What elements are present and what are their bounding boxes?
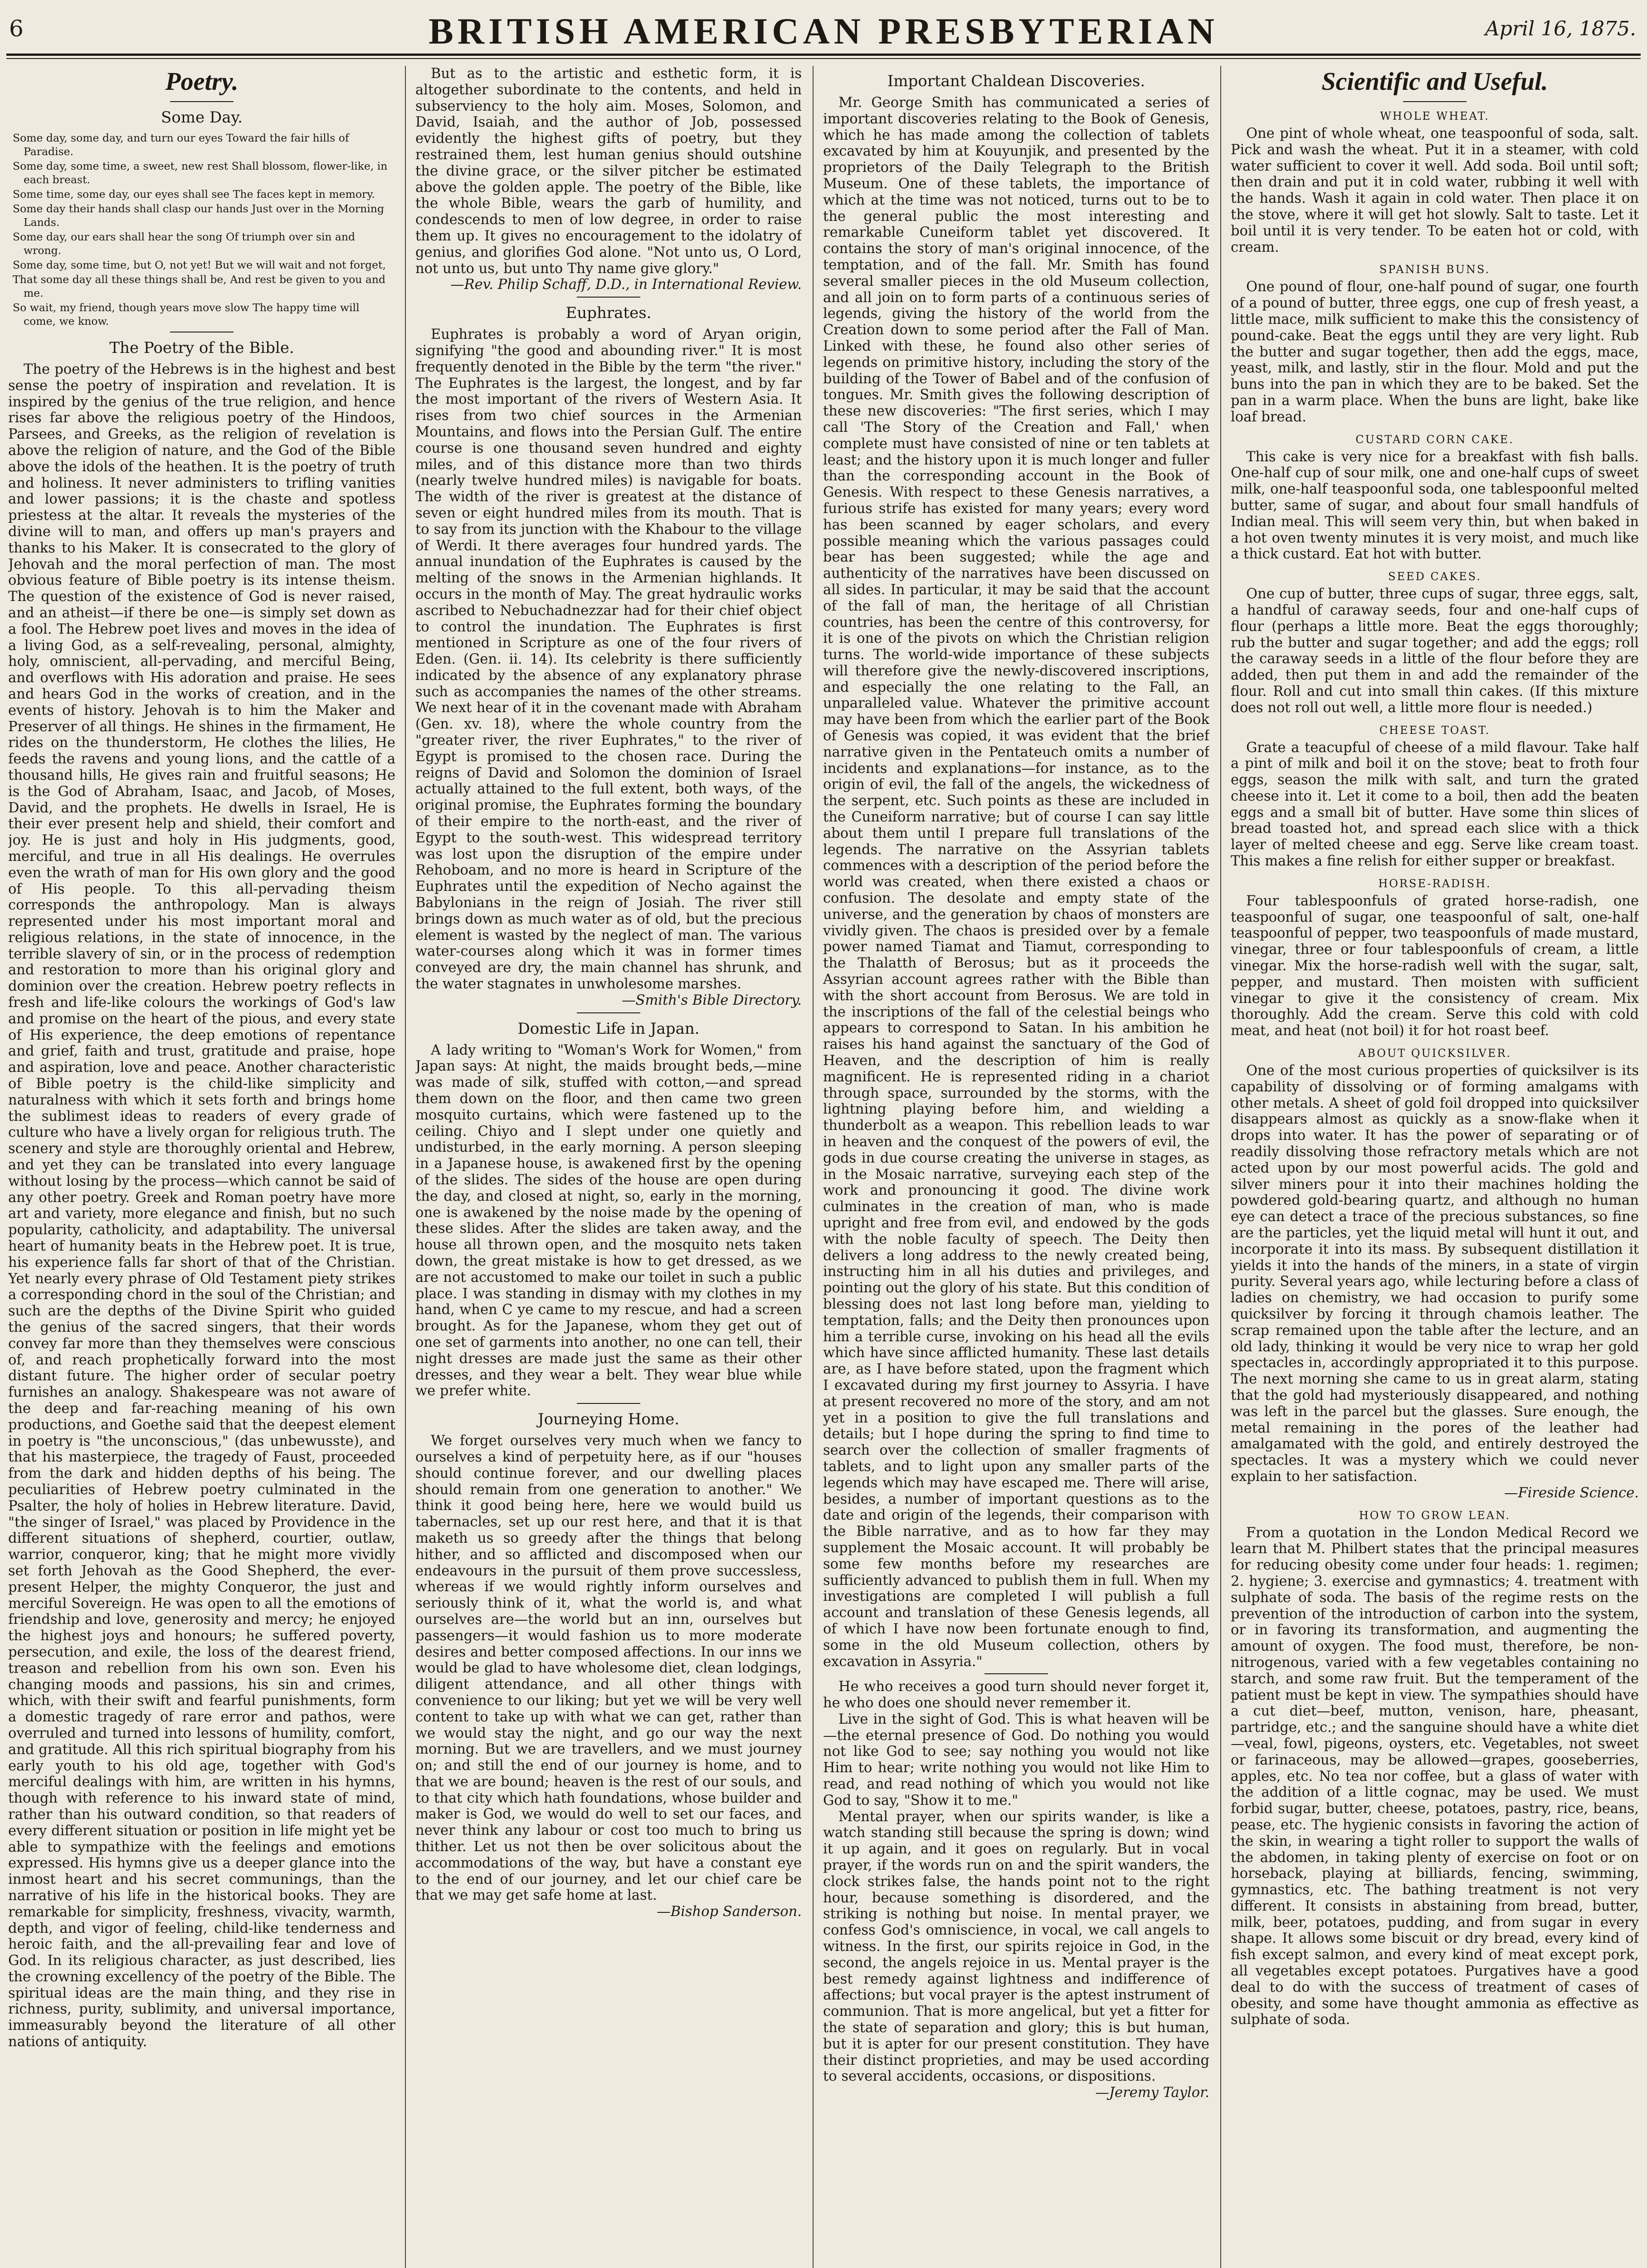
section-heading-scientific: Scientific and Useful. [1321, 68, 1548, 96]
article-citation: —Smith's Bible Directory. [622, 992, 802, 1008]
article-body: We forget ourselves very much when we fancy to ourselves a kind of perpetuity here, as if our "houses should continue forever, and our dwelling places should remain from one generation to another." We think it good being here, here we would build us tabernacles, set up our rest here, and that it is that maketh us so greedy after the things that belong hither, and so afflicted and discomposed when our endeavours in the pursuit of them prove successless, whereas if we would rightly inform ourselves and seriously think of it, what the world is, and what ourselves are—the world but an inn, ourselves but passengers—it would fashion us to more moderate desires and better composed affections. In our inns we would be glad to have wholesome diet, clean lodgings, diligent attendance, and all other things with convenience to our liking; but yet we will be very well content to take up with what we can get, rather than we would stay the night, and go our way the next morning. But we are travellers, and we must journey on; and still the end of our journey is home, and to that we are bound; heaven is the rest of our souls, and to that city which hath foundations, whose builder and maker is God, we would do well to set our faces, and never think any labour or cost too much to bring us thither. Let us not then be over solicitous about the accommodations of the way, but have a constant eye to the end of our journey, and let our chief care be that we may get safe home at last. [415, 1433, 802, 1904]
masthead: BRITISH AMERICAN PRESBYTERIAN [429, 10, 1218, 52]
newspaper-header [0, 0, 1647, 59]
article-body: From a quotation in the London Medical Record we learn that M. Philbert states that the principal measures for reducing obesity come under four heads: 1. regimen; 2. hygiene; 3. exercise and gymnastics; 4. treatment with sulphate of soda. The basis of the regime rests on the prevention of the introduction of carbon into the system, or in favoring its transformation, and augmenting the amount of oxygen. The food must, therefore, be non-nitrogenous, varied with a few vegetables containing no starch, and some raw fruit. But the temperament of the patient must be kept in view. The sympathies should have a cut diet—beef, mutton, venison, hare, pheasant, partridge, etc.; and the sanguine should have a white diet—veal, fowl, pigeons, oysters, etc. Vegetables, not sweet or farinaceous, may be allowed—grapes, gooseberries, apples, etc. No tea nor coffee, but a glass of water with the addition of a little cognac, may be used. We must forbid sugar, butter, cheese, potatoes, pastry, rice, beans, pease, etc. The hygienic consists in favoring the action of the skin, in wearing a tight roller to support the walls of the abdomen, in taking plenty of exercise on foot or on horseback, playing at billiards, fencing, swimming, gymnastics, etc. The bathing treatment is not very different. It consists in abstaining from bread, butter, milk, beer, potatoes, pudding, and from sugar in every shape. It allows some biscuit or dry bread, every kind of fish except salmon, and every kind of meat except pork, all vegetables except potatoes. Purgatives have a good deal to do with the success of treatment of cases of obesity, and some have thought ammonia as effective as sulphate of soda. [1231, 1525, 1639, 2028]
recipe-title: CUSTARD CORN CAKE. [1355, 433, 1514, 446]
article-body: One of the most curious properties of quicksilver is its capability of dissolving or of forming amalgams with other metals. A sheet of gold foil dropped into quicksilver disappears almost as quickly as a snow-flake when it drops into water. It has the power of separating or of readily dissolving those refractory metals which are not acted upon by our most powerful acids. The gold and silver miners pour it into their machines holding the powdered gold-bearing quartz, and although no human eye can detect a trace of the precious substances, so fine are the particles, yet the liquid metal will hunt it out, and incorporate it into its mass. By subsequent distillation it yields it into the hands of the miners, in a state of virgin purity. Several years ago, while lecturing before a class of ladies on chemistry, we had occasion to purify some quicksilver by forcing it through chamois leather. The scrap remained upon the table after the lecture, and an old lady, thinking it would be very nice to wrap her gold spectacles in, accordingly appropriated it to this purpose. The next morning she came to us in great alarm, stating that the gold had mysteriously disappeared, and nothing was left in the parcel but the glasses. Sure enough, the metal remaining in the pores of the leather had amalgamated with the gold, and entirely destroyed the spectacles. It was a mystery which we could never explain to her satisfaction. [1231, 1063, 1639, 1485]
article-citation: —Fireside Science. [1504, 1485, 1639, 1501]
divider [577, 1403, 640, 1404]
poem-stanza: Some day their hands shall clasp our hands Just over in the Morning Lands. [13, 202, 384, 229]
article-title: Journeying Home. [537, 1410, 680, 1429]
section-heading-poetry: Poetry. [165, 68, 239, 96]
article-body: The poetry of the Hebrews is in the highest and best sense the poetry of inspiration and revelation. It is inspired by the genius of the true religion, and hence rises far above the religious poetry of the Hindoos, Parsees, and Greeks, as the religion of revelation is above the religion of nature, and the God of the Bible above the idols of the heathen. It is the poetry of truth and holiness. It never administers to trifling vanities and lower passions; it is the chaste and spotless priestess at the altar. It reveals the mysteries of the divine will to man, and offers up man's prayers and thanks to his Maker. It is consecrated to the glory of Jehovah and the moral perfection of man. The most obvious feature of Bible poetry is its intense theism. The question of the existence of God is never raised, and an atheist—if there be one—is simply set down as a fool. The Hebrew poet lives and moves in the idea of a living God, as a self-revealing, personal, almighty, holy, omniscient, all-pervading, and merciful Being, and overflows with His adoration and praise. He sees and hears God in the works of creation, and in the events of history. Jehovah is to him the Maker and Preserver of all things. He shines in the firmament, He rides on the thunderstorm, He clothes the lilies, He feeds the ravens and young lions, and the cattle of a thousand hills, He gives rain and fruitful seasons; He is the God of Abraham, Isaac, and Jacob, of Moses, David, and the prophets. He dwells in Israel, He is their ever present help and shield, their comfort and joy. He is just and holy in His judgments, good, merciful, and true in all His dealings. He overrules even the wrath of man for His own glory and the good of His people. To this all-pervading theism corresponds the anthropology. Man is always represented under his most important moral and religious relations, in the state of innocence, in the terrible slavery of sin, or in the process of redemption and restoration to more than his original glory and dominion over the creation. Hebrew poetry reflects in fresh and life-like colours the workings of God's law and promise on the heart of the pious, and every state of His experience, the deep emotions of repentance and grief, faith and trust, gratitude and praise, hope and aspiration, love and peace. Another characteristic of Bible poetry is the child-like simplicity and naturalness with which it sets forth and brings home the sublimest ideas to readers of every grade of culture who have a lively organ for religious truth. The scenery and style are thoroughly oriental and Hebrew, and yet they can be translated into every language without losing by the process—which cannot be said of any other poetry. Greek and Roman poetry have more art and variety, more elegance and finish, but no such popularity, catholicity, and adaptability. The universal heart of humanity beats in the Hebrew poet. It is true, his experience falls far short of that of the Christian. Yet nearly every phrase of Old Testament piety strikes a corresponding chord in the soul of the Christian; and such are the depths of the Divine Spirit who guided the genius of the sacred singers, that their words convey far more than they themselves were conscious of, and reach prophetically forward into the most distant future. The higher order of secular poetry furnishes an analogy. Shakespeare was not aware of the deep and far-reaching meaning of his own productions, and Goethe said that the deepest element in poetry is "the unconscious," (das unbewusste), and that his masterpiece, the tragedy of Faust, proceeded from the dark and hidden depths of his being. The peculiarities of Hebrew poetry culminated in the Psalter, the holy of holies in Hebrew literature. David, "the singer of Israel," was placed by Providence in the different situations of shepherd, courtier, outlaw, warrior, conqueror, king; that he might more vividly set forth Jehovah as the Good Shepherd, the ever-present Helper, the mighty Conqueror, the just and merciful Sovereign. He was open to all the emotions of friendship and love, generosity and mercy; he enjoyed the highest joys and honours; he suffered poverty, persecution, and exile, the loss of the dearest friend, treason and rebellion from his own son. Even his changing moods and passions, his sin and crimes, which, with their swift and fearful punishments, form a domestic tragedy of rare error and pathos, were overruled and turned into lessons of humility, comfort, and gratitude. All this rich spiritual biography from his early youth to his old age, together with God's merciful dealings with him, are written in his hymns, though with reference to his inward state of mind, rather than his outward condition, so that readers of every different situation or position in life might yet be able to sympathize with the feelings and emotions expressed. His hymns give us a deeper glance into the inmost heart and his secret communings, than the narrative of his life in the historical books. They are remarkable for simplicity, freshness, vivacity, warmth, depth, and vigor of feeling, child-like tenderness and heroic faith, and the all-prevailing fear and love of God. In its religious character, as just described, lies the crowning excellency of the poetry of the Bible. The spiritual ideas are the main thing, and they rise in richness, purity, sublimity, and universal importance, immeasurably beyond the literature of all other nations of antiquity. [8, 362, 395, 2050]
article-citation: —Bishop Sanderson. [657, 1904, 802, 1920]
poem-stanza: Some day, some time, a sweet, new rest Shall blossom, flower-like, in each breast. [13, 160, 388, 186]
column-2 [415, 66, 802, 2268]
recipe-text: One cup of butter, three cups of sugar, three eggs, salt, a handful of caraway seeds, four and one-half cups of flour (perhaps a little more. Beat the eggs thoroughly; rub the butter and sugar together; and add the eggs; roll the caraway seeds in a little of the flour before they are added, then put them in and add the remainder of the flour. Roll and cut into small thin cakes. (If this mixture does not roll out well, a little more flour is needed.) [1231, 586, 1639, 716]
recipe-title: WHOLE WHEAT. [1380, 110, 1490, 122]
recipe-text: One pint of whole wheat, one teaspoonful of soda, salt. Pick and wash the wheat. Put it in a steamer, with cold water sufficient to cover it well. Add soda. Boil until soft; then drain and put it in cold water, rubbing it well with the hands. Wash it again in cold water. Then place it on the stove, where it will get hot slowly. Salt to taste. Let it boil until it is very tender. To be eaten hot or cold, with cream. [1231, 126, 1639, 255]
column-4 [1231, 66, 1639, 2268]
column-divider [405, 66, 406, 2268]
header-rule-thin [6, 58, 1641, 59]
recipe-text: This cake is very nice for a breakfast with fish balls. One-half cup of sour milk, one and one-half cups of sweet milk, one-half teaspoonful soda, one tablespoonful melted butter, same of sugar, and about four small handfuls of Indian meal. This will seem very thin, but when baked in a hot oven twenty minutes it is very moist, and much like a thick custard. Eat hot with butter. [1231, 449, 1639, 562]
recipe-title: SPANISH BUNS. [1379, 263, 1491, 276]
column-3 [823, 66, 1209, 2268]
article-citation: —Jeremy Taylor. [1095, 2085, 1209, 2101]
article-title: ABOUT QUICKSILVER. [1358, 1047, 1512, 1060]
short-item: He who receives a good turn should never forget it, he who does one should never remember it. [823, 1679, 1209, 1711]
issue-date: April 16, 1875. [1485, 17, 1636, 40]
article-title: Important Chaldean Discoveries. [887, 72, 1145, 90]
article-title: HOW TO GROW LEAN. [1359, 1509, 1511, 1522]
article-title: Domestic Life in Japan. [517, 1019, 700, 1038]
article-body: Euphrates is probably a word of Aryan origin, signifying "the good and abounding river." It is most frequently denoted in the Bible by the term "the river." The Euphrates is the largest, the longest, and by far the most important of the rivers of Western Asia. It rises from two chief sources in the Armenian Mountains, and flows into the Persian Gulf. The entire course is one thousand seven hundred and eighty miles, and of this distance more than two thirds (nearly twelve hundred miles) is navigable for boats. The width of the river is greatest at the distance of seven or eight hundred miles from its mouth. That is to say from its junction with the Khabour to the village of Werdi. It there averages four hundred yards. The annual inundation of the Euphrates is caused by the melting of the snows in the Armenian highlands. It occurs in the month of May. The great hydraulic works ascribed to Nebuchadnezzar had for their chief object to control the inundation. The Euphrates is first mentioned in Scripture as one of the four rivers of Eden. (Gen. ii. 14). Its celebrity is there sufficiently indicated by the absence of any explanatory phrase such as accompanies the names of the other streams. We next hear of it in the covenant made with Abraham (Gen. xv. 18), where the whole country from the "greater river, the river Euphrates," to the river of Egypt is promised to the chosen race. During the reigns of David and Solomon the dominion of Israel actually attained to the full extent, both ways, of the original promise, the Euphrates forming the boundary of their empire to the north-east, and the river of Egypt to the south-west. This widespread territory was lost upon the disruption of the empire under Rehoboam, and no more is heard in Scripture of the Euphrates until the expedition of Necho against the Babylonians in the reign of Josiah. The river still brings down as much water as of old, but the precious element is wasted by the neglect of man. The various water-courses along which it was in former times conveyed are dry, the main channel has shrunk, and the water stagnates in unwholesome marshes. [415, 327, 802, 992]
divider [577, 297, 640, 298]
recipe-text: One pound of flour, one-half pound of sugar, one fourth of a pound of butter, three eggs, one cup of fresh yeast, a little mace, milk sufficient to make this the consistency of pound-cake. Beat the eggs until they are very light. Rub the butter and sugar together, then add the eggs, mace, yeast, milk, and lastly, stir in the flour. Mold and put the buns into the pan in which they are to be baked. Set the pan in a warm place. When the buns are light, bake like loaf bread. [1231, 279, 1639, 425]
poem-stanza: Some day, some day, and turn our eyes Toward the fair hills of Paradise. [13, 132, 349, 158]
poem-stanza: Some day, our ears shall hear the song Of triumph over sin and wrong. [13, 230, 356, 257]
poem-stanza: Some time, some day, our eyes shall see The faces kept in memory. [13, 188, 375, 200]
divider [170, 101, 234, 102]
short-item: Live in the sight of God. This is what heaven will be—the eternal presence of God. Do nothing you would not like God to see; say nothing you would not like Him to hear; write nothing you would not like Him to read, and read nothing of which you would not like God to say, "Show it to me." [823, 1711, 1209, 1809]
column-divider [1220, 66, 1221, 2268]
article-title: Euphrates. [565, 304, 652, 323]
column-divider [813, 66, 814, 2268]
recipe-title: CHEESE TOAST. [1379, 723, 1491, 737]
recipe-title: SEED CAKES. [1388, 570, 1481, 583]
poem-stanza: Some day, some time, but O, not yet! But we will wait and not forget, [13, 259, 386, 271]
poem-title: Some Day. [161, 108, 243, 127]
article-body: Mr. George Smith has communicated a series of important discoveries relating to the Book of Genesis, which he has made among the collection of tablets excavated by him at Kouyunjik, and presented by the proprietors of the Daily Telegraph to the British Museum. One of these tablets, the importance of which at the time was not noticed, turns out to be to the general public the most interesting and remarkable Cuneiform tablet yet discovered. It contains the story of man's original innocence, of the temptation, and of the fall. Mr. Smith has found several smaller pieces in the old Museum collection, and all join on to form parts of a continuous series of legends, giving the history of the world from the Creation down to some period after the Fall of Man. Linked with these, he found also other series of legends on primitive history, including the story of the building of the Tower of Babel and of the confusion of tongues. Mr. Smith gives the following description of these new discoveries: "The first series, which I may call 'The Story of the Creation and Fall,' when complete must have consisted of nine or ten tablets at least; and the history upon it is much longer and fuller than the corresponding account in the Book of Genesis. With respect to these Genesis narratives, a furious strife has existed for many years; every word has been scanned by eager scholars, and every possible meaning which the various passages could bear has been suggested; while the age and authenticity of the narratives have been discussed on all sides. In particular, it may be said that the account of the fall of man, the heritage of all Christian countries, has been the centre of this controversy, for it is one of the pivots on which the Christian religion turns. The world-wide importance of these subjects will therefore give the newly-discovered inscriptions, and especially the one relating to the Fall, an unparalleled value. Whatever the primitive account may have been from which the earlier part of the Book of Genesis was copied, it was evident that the brief narrative given in the Pentateuch omits a number of incidents and explanations—for instance, as to the origin of evil, the fall of the angels, the wickedness of the serpent, etc. Such points as these are included in the Cuneiform narrative; but of course I can say little about them until I prepare full translations of the legends. The narrative on the Assyrian tablets commences with a description of the period before the world was created, when there existed a chaos or confusion. The desolate and empty state of the universe, and the generation by chaos of monsters are vividly given. The chaos is presided over by a female power named Tiamat and Tiamut, corresponding to the Thalatth of Berosus; but as it proceeds the Assyrian account agrees rather with the Bible than with the short account from Berosus. We are told in the inscriptions of the fall of the celestial beings who appears to correspond to Satan. In his ambition he raises his hand against the sanctuary of the God of Heaven, and the description of him is really magnificent. He is represented riding in a chariot through space, surrounded by the storms, with the lightning playing before him, and wielding a thunderbolt as a weapon. This rebellion leads to war in heaven and the conquest of the powers of evil, the gods in due course creating the universe in stages, as in the Mosaic narrative, surveying each step of the work and pronouncing it good. The divine work culminates in the creation of man, who is made upright and free from evil, and endowed by the gods with the noble faculty of speech. The Deity then delivers a long address to the newly created being, instructing him in all his duties and privileges, and pointing out the glory of his state. But this condition of blessing does not last long before man, yielding to temptation, falls; and the Deity then pronounces upon him a terrible curse, invoking on his head all the evils which have since afflicted humanity. These last details are, as I have before stated, upon the fragment which I excavated during my first journey to Assyria. I have at present recovered no more of the story, and am not yet in a position to give the full translations and details; but I hope during the spring to find time to search over the collection of smaller fragments of tablets, and to light upon any smaller parts of the legends which may have escaped me. There will arise, besides, a number of important questions as to the date and origin of the legends, their comparison with the Bible narrative, and as to how far they may supplement the Mosaic account. It will probably be some few months before my researches are sufficiently advanced to publish them in full. When my investigations are completed I will publish a full account and translation of these Genesis legends, all of which I have now been fortunate enough to find, some in the old Museum collection, others by excavation in Assyria." [823, 95, 1209, 1670]
divider [984, 1673, 1048, 1674]
article-title: The Poetry of the Bible. [109, 339, 294, 357]
column-1 [8, 66, 395, 2268]
recipe-text: Four tablespoonfuls of grated horse-radish, one teaspoonful of sugar, one teaspoonful of salt, one-half teaspoonful of pepper, two teaspoonfuls of made mustard, vinegar, three or four tablespoonfuls of cream, a little vinegar. Mix the horse-radish well with the sugar, salt, pepper, and mustard. Then moisten with sufficient vinegar to give it the consistency of cream. Mix thoroughly. Add the cream. Serve this cold with cold meat, and heat (not boil) it for hot roast beef. [1231, 893, 1639, 1039]
article-citation: —Rev. Philip Schaff, D.D., in International Review. [450, 277, 802, 293]
article-body: A lady writing to "Woman's Work for Women," from Japan says: At night, the maids brought beds,—mine was made of silk, stuffed with cotton,—and spread them down on the floor, and then came two green mosquito curtains, which were fastened up to the ceiling. Chiyo and I slept under one quietly and undisturbed, in the early morning. A person sleeping in a Japanese house, is awakened first by the opening of the slides. The sides of the house are open during the day, and closed at night, so, early in the morning, one is awakened by the noise made by the opening of these slides. After the slides are taken away, and the house all thrown open, and the mosquito nets taken down, the great mistake is how to get dressed, as we are not accustomed to make our toilet in such a public place. I was standing in dismay with my clothes in my hand, when C ye came to my rescue, and had a screen brought. As for the Japanese, whom they get out of one set of garments into another, no one can tell, their night dresses are made just the same as their other dresses, and they wear a belt. They wear blue while we prefer white. [415, 1042, 802, 1399]
header-rule [6, 54, 1641, 56]
divider [1403, 101, 1467, 102]
poem-stanza: That some day all these things shall be, And rest be given to you and me. [13, 273, 386, 299]
article-body: But as to the artistic and esthetic form, it is altogether subordinate to the contents, and held in subserviency to the holy aim. Moses, Solomon, and David, Isaiah, and the author of Job, possessed evidently the highest gifts of poetry, but they restrained them, lest human genius should outshine the divine grace, or the silver pitcher be estimated above the golden apple. The poetry of the Bible, like the whole Bible, wears the garb of humility, and condescends to men of low degree, in order to raise them up. It gives no encouragement to the idolatry of genius, and glorifies God alone. "Not unto us, O Lord, not unto us, but unto Thy name give glory." [415, 66, 802, 277]
recipe-title: HORSE-RADISH. [1378, 877, 1491, 890]
page-number: 6 [9, 15, 24, 42]
short-item: Mental prayer, when our spirits wander, is like a watch standing still because the spring is down; wind it up again, and it goes on regularly. But in vocal prayer, if the words run on and the spirit wanders, the clock strikes false, the hands point not to the right hour, because something is disordered, and the striking is nothing but noise. In mental prayer, we confess God's omniscience, in vocal, we call angels to witness. In the first, our spirits rejoice in God, in the second, the angels rejoice in us. Mental prayer is the best remedy against lightness and indifference of affections; but vocal prayer is the aptest instrument of communion. That is more angelical, but yet a fitter for the state of separation and glory; this is but human, but it is apter for our present constitution. They have their distinct proprieties, and may be used according to several accidents, occasions, or dispositions. [823, 1809, 1209, 2085]
recipe-text: Grate a teacupful of cheese of a mild flavour. Take half a pint of milk and boil it on the stove; beat to froth four eggs, season the milk with salt, and turn the grated cheese into it. Let it come to a boil, then add the beaten eggs and a small bit of butter. Have some thin slices of bread toasted hot, and spread each slice with a thick layer of melted cheese and egg. Serve like cream toast. This makes a fine relish for either supper or breakfast. [1231, 739, 1639, 870]
poem-stanza: So wait, my friend, though years move slow The happy time will come, we know. [13, 301, 360, 327]
divider [577, 1012, 640, 1013]
